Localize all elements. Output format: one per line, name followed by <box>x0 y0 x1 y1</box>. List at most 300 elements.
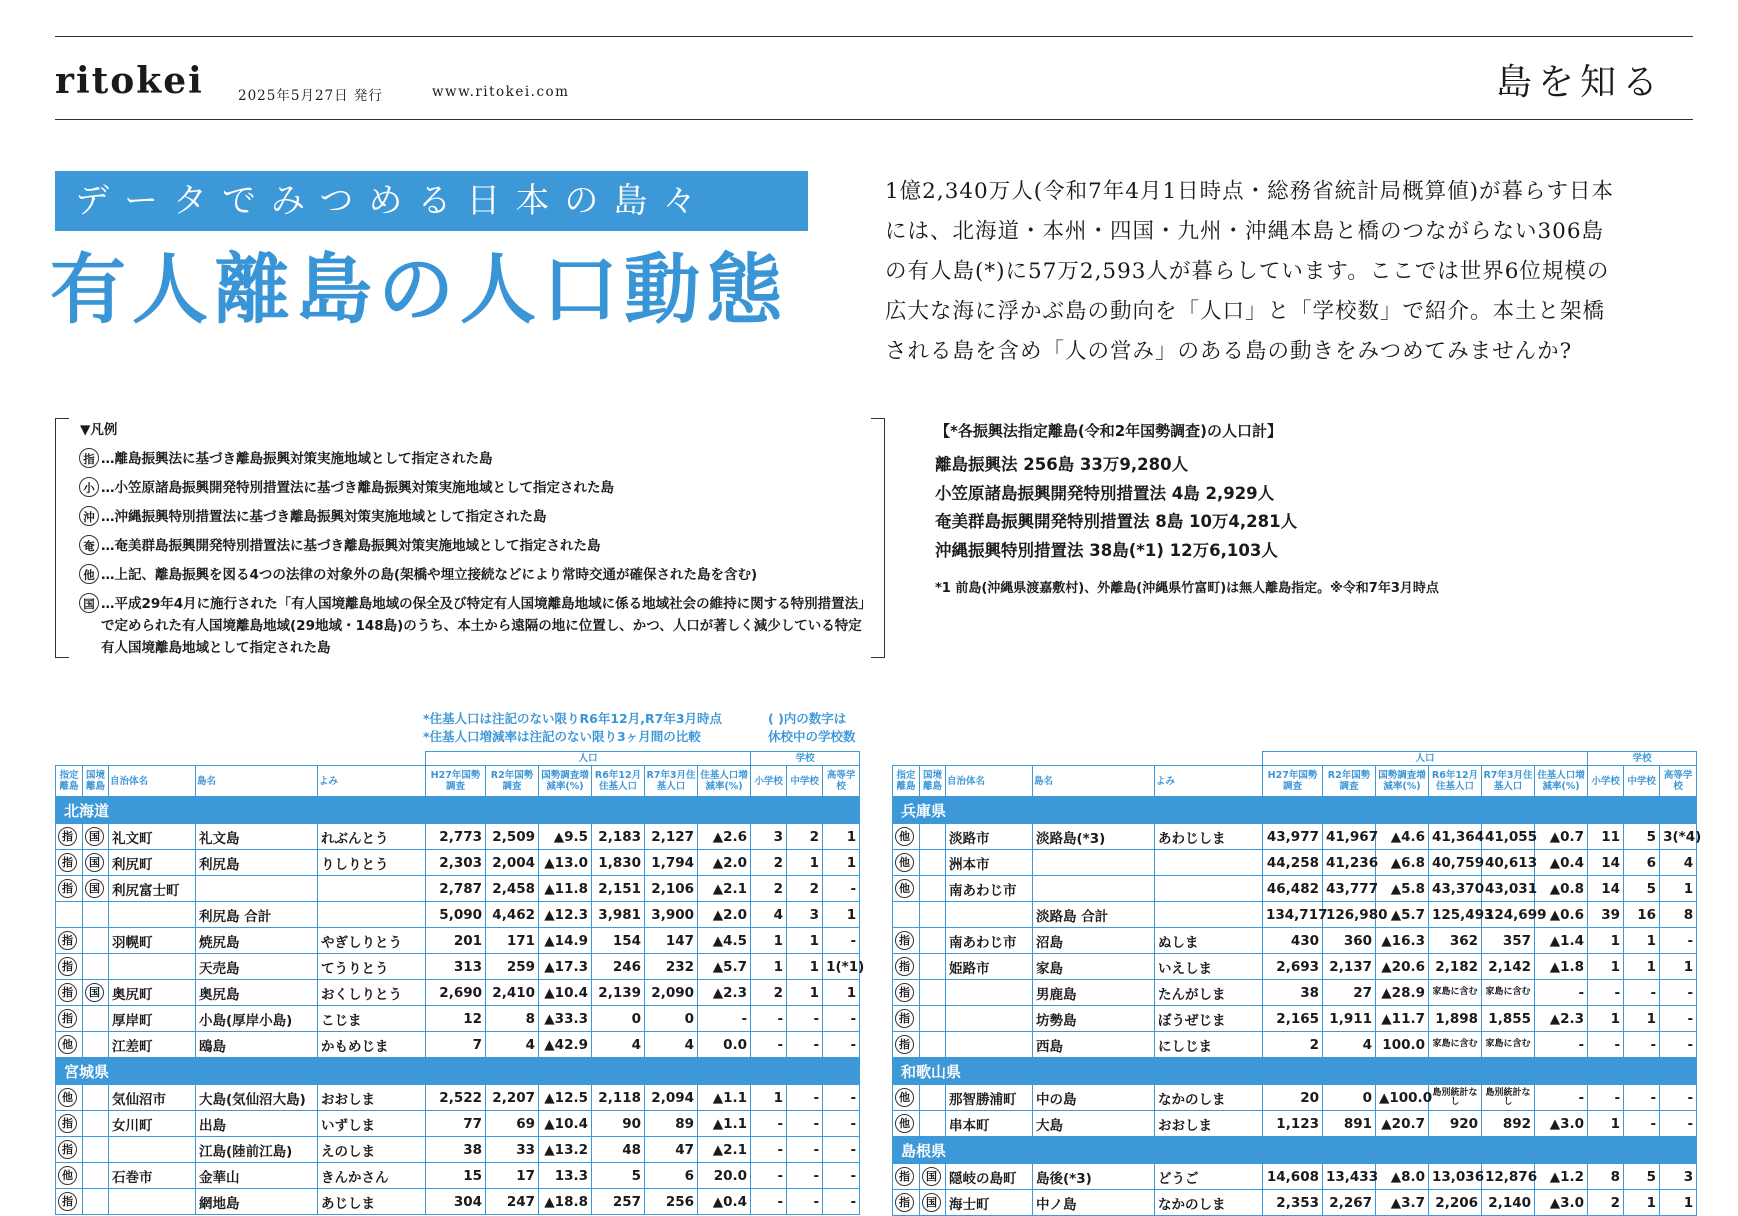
designation-cell <box>56 1111 83 1137</box>
designation-cell <box>83 824 109 850</box>
column-header: H27年国勢調査 <box>426 766 486 797</box>
value-cell: 1 <box>1588 1006 1624 1032</box>
designation-cell <box>56 850 83 876</box>
kicker-banner: データでみつめる日本の島々 <box>55 171 808 231</box>
municipality-cell <box>946 1006 1033 1032</box>
value-cell: - <box>751 1137 787 1163</box>
value-cell: 171 <box>486 928 539 954</box>
value-cell: 14 <box>1588 876 1624 902</box>
table-row <box>893 902 1697 928</box>
value-cell: ▲2.6 <box>698 824 751 850</box>
value-cell: 12 <box>426 1006 486 1032</box>
table-note: *住基人口は注記のない限りR6年12月,R7年3月時点 *住基人口増減率は注記のない限り3ヶ月間の比較 <box>423 711 723 744</box>
designation-cell <box>56 1085 83 1111</box>
value-cell: 360 <box>1323 928 1376 954</box>
island-cell: 鴎島 <box>196 1032 318 1058</box>
value-cell: 2,094 <box>645 1085 698 1111</box>
value-cell: 1,123 <box>1263 1111 1323 1137</box>
value-cell: - <box>1624 1111 1660 1137</box>
column-header: 中学校 <box>787 766 823 797</box>
legend-text: …離島振興法に基づき離島振興対策実施地域として指定された島 <box>101 451 493 467</box>
value-cell: 47 <box>645 1137 698 1163</box>
value-cell: 2,509 <box>486 824 539 850</box>
header-group-row <box>56 752 860 766</box>
value-cell: 2,139 <box>592 980 645 1006</box>
designation-mark-icon: 指 <box>58 1009 77 1028</box>
designation-mark-icon: 奄 <box>79 535 99 555</box>
value-cell: ▲13.2 <box>539 1137 592 1163</box>
value-cell: - <box>823 1163 860 1189</box>
designation-cell <box>83 980 109 1006</box>
value-cell: - <box>1624 1032 1660 1058</box>
table-row <box>56 1111 860 1137</box>
island-cell: 焼尻島 <box>196 928 318 954</box>
municipality-cell: 気仙沼市 <box>109 1085 196 1111</box>
designation-mark-icon: 他 <box>58 1035 77 1054</box>
closed-school-note: ( )内の数字は 休校中の学校数 <box>768 711 856 744</box>
value-cell: ▲0.4 <box>1535 850 1588 876</box>
value-cell: 2,353 <box>1263 1190 1323 1216</box>
totals-line: 奄美群島振興開発特別措置法 8島 10万4,281人 <box>935 512 1298 531</box>
value-cell: ▲17.3 <box>539 954 592 980</box>
value-cell: 5 <box>1624 824 1660 850</box>
value-cell: 1 <box>823 824 860 850</box>
designation-mark-icon: 他 <box>895 1088 914 1107</box>
designation-mark-icon: 指 <box>58 1192 77 1211</box>
reading-cell: ぬしま <box>1155 928 1263 954</box>
designation-mark-icon: 国 <box>85 853 104 872</box>
value-cell: 2,458 <box>486 876 539 902</box>
value-cell: 13,433 <box>1323 1164 1376 1190</box>
value-cell: 14,608 <box>1263 1164 1323 1190</box>
value-cell: 313 <box>426 954 486 980</box>
value-cell: 2 <box>1588 1190 1624 1216</box>
designation-cell <box>893 902 920 928</box>
value-cell: ▲100.0 <box>1376 1085 1429 1111</box>
reading-cell: おおしま <box>1155 1111 1263 1137</box>
value-cell: 13,036 <box>1429 1164 1482 1190</box>
value-cell: 2,183 <box>592 824 645 850</box>
island-cell: 淡路島 合計 <box>1033 902 1155 928</box>
value-cell: ▲2.1 <box>698 1137 751 1163</box>
header-rule <box>55 119 1693 120</box>
legend-item <box>79 593 869 659</box>
designation-mark-icon: 指 <box>58 879 77 898</box>
value-cell: 891 <box>1323 1111 1376 1137</box>
value-cell: 15 <box>426 1163 486 1189</box>
value-cell: 8 <box>486 1006 539 1032</box>
column-header: R2年国勢調査 <box>486 766 539 797</box>
reading-cell: どうご <box>1155 1164 1263 1190</box>
prefecture-section-row <box>56 797 860 824</box>
value-cell: ▲1.4 <box>1535 928 1588 954</box>
designation-mark-icon: 他 <box>79 564 99 584</box>
table-row <box>893 1006 1697 1032</box>
value-cell: 100.0 <box>1376 1032 1429 1058</box>
reading-cell: りしりとう <box>318 850 426 876</box>
municipality-cell: 隠岐の島町 <box>946 1164 1033 1190</box>
value-cell: 0 <box>592 1006 645 1032</box>
island-cell: 礼文島 <box>196 824 318 850</box>
value-cell: 134,717 <box>1263 902 1323 928</box>
value-cell: 89 <box>645 1111 698 1137</box>
value-cell: 2,137 <box>1323 954 1376 980</box>
value-cell: ▲28.9 <box>1376 980 1429 1006</box>
value-cell: - <box>1624 980 1660 1006</box>
municipality-cell: 那智勝浦町 <box>946 1085 1033 1111</box>
designation-cell <box>920 928 946 954</box>
designation-cell <box>56 928 83 954</box>
table-row <box>893 1032 1697 1058</box>
value-cell: 1,898 <box>1429 1006 1482 1032</box>
column-header: R6年12月住基人口 <box>592 766 645 797</box>
value-cell: 20.0 <box>698 1163 751 1189</box>
island-cell: 網地島 <box>196 1189 318 1215</box>
value-cell: - <box>1660 928 1697 954</box>
column-header: H27年国勢調査 <box>1263 766 1323 797</box>
island-cell: 天売島 <box>196 954 318 980</box>
reading-cell: おくしりとう <box>318 980 426 1006</box>
designation-cell <box>893 1164 920 1190</box>
value-cell: - <box>751 1163 787 1189</box>
value-cell: 357 <box>1482 928 1535 954</box>
designation-mark-icon: 指 <box>58 931 77 950</box>
value-cell: 2 <box>751 876 787 902</box>
value-cell: ▲14.9 <box>539 928 592 954</box>
legend-item <box>79 477 869 499</box>
municipality-cell: 串本町 <box>946 1111 1033 1137</box>
value-cell: 1 <box>1660 876 1697 902</box>
value-cell: 2,090 <box>645 980 698 1006</box>
table-row <box>56 850 860 876</box>
designation-mark-icon: 指 <box>58 957 77 976</box>
value-cell: 38 <box>426 1137 486 1163</box>
designation-cell <box>893 980 920 1006</box>
site-url[interactable]: www.ritokei.com <box>432 84 570 100</box>
value-cell: 1(*1) <box>823 954 860 980</box>
value-cell: 14 <box>1588 850 1624 876</box>
designation-cell <box>920 1111 946 1137</box>
island-cell <box>1033 850 1155 876</box>
municipality-cell: 南あわじ市 <box>946 928 1033 954</box>
municipality-cell <box>946 902 1033 928</box>
island-cell: 坊勢島 <box>1033 1006 1155 1032</box>
value-cell: 2,127 <box>645 824 698 850</box>
designation-mark-icon: 指 <box>895 1009 914 1028</box>
value-cell: 1 <box>787 954 823 980</box>
value-cell: 2,410 <box>486 980 539 1006</box>
island-cell: 大島(気仙沼大島) <box>196 1085 318 1111</box>
value-cell: 256 <box>645 1189 698 1215</box>
header-group-school: 学校 <box>751 752 860 766</box>
island-cell: 利尻島 <box>196 850 318 876</box>
designation-cell <box>893 1032 920 1058</box>
legend-bracket-right <box>871 418 885 658</box>
value-cell: 304 <box>426 1189 486 1215</box>
value-cell: - <box>1660 980 1697 1006</box>
value-cell: 1 <box>1624 1190 1660 1216</box>
designation-cell <box>83 1137 109 1163</box>
designation-cell <box>56 1006 83 1032</box>
island-cell <box>196 876 318 902</box>
value-cell: 5 <box>1624 876 1660 902</box>
value-cell: ▲20.7 <box>1376 1111 1429 1137</box>
legend-box <box>55 418 885 658</box>
designation-cell <box>83 876 109 902</box>
prefecture-section-row <box>56 1058 860 1085</box>
value-cell: ▲5.7 <box>1376 902 1429 928</box>
value-cell: 27 <box>1323 980 1376 1006</box>
value-cell: 4 <box>645 1032 698 1058</box>
prefecture-section-row <box>893 1058 1697 1085</box>
value-cell: 5,090 <box>426 902 486 928</box>
value-cell: 1 <box>1624 928 1660 954</box>
value-cell: 2,140 <box>1482 1190 1535 1216</box>
designation-mark-icon: 指 <box>79 448 99 468</box>
island-cell: 大島 <box>1033 1111 1155 1137</box>
column-header: 島名 <box>196 766 318 797</box>
value-cell: 201 <box>426 928 486 954</box>
designation-mark-icon: 指 <box>58 1140 77 1159</box>
value-cell: 12,876 <box>1482 1164 1535 1190</box>
reading-cell: いずしま <box>318 1111 426 1137</box>
value-cell: ▲0.8 <box>1535 876 1588 902</box>
designation-cell <box>893 954 920 980</box>
island-cell: 西島 <box>1033 1032 1155 1058</box>
designation-mark-icon: 国 <box>85 983 104 1002</box>
municipality-cell: 姫路市 <box>946 954 1033 980</box>
value-cell: ▲1.2 <box>1535 1164 1588 1190</box>
value-cell: 1 <box>751 928 787 954</box>
column-header: よみ <box>1155 766 1263 797</box>
value-cell: ▲3.0 <box>1535 1111 1588 1137</box>
population-totals <box>935 420 1655 596</box>
reading-cell: たんがしま <box>1155 980 1263 1006</box>
value-cell: 920 <box>1429 1111 1482 1137</box>
island-cell: 男鹿島 <box>1033 980 1155 1006</box>
reading-cell: なかのしま <box>1155 1190 1263 1216</box>
island-cell: 金華山 <box>196 1163 318 1189</box>
legend-bracket-left <box>55 418 69 658</box>
value-cell: - <box>823 1137 860 1163</box>
value-cell: 3 <box>751 824 787 850</box>
value-cell: - <box>787 1163 823 1189</box>
value-cell: ▲33.3 <box>539 1006 592 1032</box>
value-cell: - <box>1660 1085 1697 1111</box>
table-row <box>56 1085 860 1111</box>
municipality-cell: 淡路市 <box>946 824 1033 850</box>
legend-text: …沖縄振興特別措置法に基づき離島振興対策実施地域として指定された島 <box>101 509 547 525</box>
value-cell: 77 <box>426 1111 486 1137</box>
value-cell: - <box>787 1085 823 1111</box>
value-cell: 4 <box>1323 1032 1376 1058</box>
value-cell: ▲0.6 <box>1535 902 1588 928</box>
value-cell: - <box>1535 1085 1588 1111</box>
designation-cell <box>893 850 920 876</box>
designation-cell <box>83 1163 109 1189</box>
designation-mark-icon: 小 <box>79 477 99 497</box>
reading-cell: おおしま <box>318 1085 426 1111</box>
value-cell: ▲1.1 <box>698 1111 751 1137</box>
municipality-cell <box>109 1189 196 1215</box>
designation-mark-icon: 沖 <box>79 506 99 526</box>
value-cell: ▲6.8 <box>1376 850 1429 876</box>
designation-cell <box>920 824 946 850</box>
value-cell: ▲10.4 <box>539 1111 592 1137</box>
designation-mark-icon: 指 <box>895 1167 914 1186</box>
value-cell: 1,911 <box>1323 1006 1376 1032</box>
municipality-cell <box>109 1137 196 1163</box>
designation-cell <box>83 954 109 980</box>
designation-cell <box>920 850 946 876</box>
reading-cell: にしじま <box>1155 1032 1263 1058</box>
table-row <box>893 876 1697 902</box>
value-cell: 40,613 <box>1482 850 1535 876</box>
intro-paragraph: 1億2,340万人(令和7年4月1日時点・総務省統計局概算値)が暮らす日本には、北海道・本州・四国・九州・沖縄本島と橋のつながらない306島の有人島(*)に57万2,593人が暮らしています。ここでは世界6位規模の広大な海に浮かぶ島の動向を「人口」と「学校数」で紹介。本土と架橋される島を含め「人の営み」のある島の動きをみつめてみませんか? <box>885 179 1615 364</box>
designation-cell <box>83 1032 109 1058</box>
island-cell: 沼島 <box>1033 928 1155 954</box>
municipality-cell: 海士町 <box>946 1190 1033 1216</box>
value-cell: 124,699 <box>1482 902 1535 928</box>
value-cell: 0 <box>1323 1085 1376 1111</box>
value-cell: 41,055 <box>1482 824 1535 850</box>
column-header: 小学校 <box>751 766 787 797</box>
designation-cell <box>83 1006 109 1032</box>
value-cell: 1 <box>1588 1111 1624 1137</box>
value-cell: ▲2.1 <box>698 876 751 902</box>
table-row <box>56 980 860 1006</box>
prefecture-name: 兵庫県 <box>893 797 1697 824</box>
value-cell: 44,258 <box>1263 850 1323 876</box>
value-cell: 430 <box>1263 928 1323 954</box>
reading-cell: いえしま <box>1155 954 1263 980</box>
value-cell: 5 <box>1624 1164 1660 1190</box>
designation-cell <box>56 980 83 1006</box>
value-cell: - <box>1588 1032 1624 1058</box>
designation-cell <box>56 902 83 928</box>
designation-cell <box>83 902 109 928</box>
value-cell: 69 <box>486 1111 539 1137</box>
value-cell: 41,236 <box>1323 850 1376 876</box>
value-cell: - <box>1535 980 1588 1006</box>
designation-cell <box>893 824 920 850</box>
designation-mark-icon: 国 <box>922 1167 941 1186</box>
value-cell: 家島に含む <box>1482 1032 1535 1058</box>
value-cell: 11 <box>1588 824 1624 850</box>
municipality-cell: 洲本市 <box>946 850 1033 876</box>
designation-cell <box>920 1164 946 1190</box>
municipality-cell: 奥尻町 <box>109 980 196 1006</box>
designation-mark-icon: 指 <box>895 1035 914 1054</box>
value-cell: 家島に含む <box>1429 1032 1482 1058</box>
municipality-cell: 江差町 <box>109 1032 196 1058</box>
designation-cell <box>893 876 920 902</box>
designation-mark-icon: 他 <box>58 1088 77 1107</box>
municipality-cell: 南あわじ市 <box>946 876 1033 902</box>
designation-cell <box>56 824 83 850</box>
value-cell: 4 <box>1660 850 1697 876</box>
designation-cell <box>920 1085 946 1111</box>
value-cell: 1 <box>1588 954 1624 980</box>
value-cell: 1 <box>1624 1006 1660 1032</box>
value-cell: ▲4.5 <box>698 928 751 954</box>
value-cell: 38 <box>1263 980 1323 1006</box>
value-cell: 43,777 <box>1323 876 1376 902</box>
value-cell: 259 <box>486 954 539 980</box>
designation-mark-icon: 指 <box>895 983 914 1002</box>
designation-mark-icon: 指 <box>895 957 914 976</box>
value-cell: 1 <box>823 850 860 876</box>
value-cell: 1 <box>1588 928 1624 954</box>
value-cell: - <box>823 876 860 902</box>
value-cell: 20 <box>1263 1085 1323 1111</box>
designation-cell <box>56 954 83 980</box>
column-header: 自治体名 <box>109 766 196 797</box>
value-cell: - <box>751 1189 787 1215</box>
designation-cell <box>920 876 946 902</box>
municipality-cell: 利尻町 <box>109 850 196 876</box>
value-cell: 3 <box>1660 1164 1697 1190</box>
value-cell: 島別統計なし <box>1429 1085 1482 1111</box>
value-cell: ▲10.4 <box>539 980 592 1006</box>
ritokei-logo[interactable]: ritokei <box>55 60 204 102</box>
island-cell: 家島 <box>1033 954 1155 980</box>
value-cell: ▲12.3 <box>539 902 592 928</box>
value-cell: 1 <box>751 954 787 980</box>
table-row <box>56 1032 860 1058</box>
value-cell: ▲11.7 <box>1376 1006 1429 1032</box>
reading-cell <box>1155 876 1263 902</box>
totals-line: 小笠原諸島振興開発特別措置法 4島 2,929人 <box>935 483 1275 503</box>
value-cell: ▲20.6 <box>1376 954 1429 980</box>
municipality-cell: 女川町 <box>109 1111 196 1137</box>
value-cell: 8 <box>1588 1164 1624 1190</box>
value-cell: 6 <box>645 1163 698 1189</box>
value-cell: 43,031 <box>1482 876 1535 902</box>
header-column-row <box>56 766 860 797</box>
value-cell: 3 <box>787 902 823 928</box>
value-cell: 2,106 <box>645 876 698 902</box>
value-cell: 40,759 <box>1429 850 1482 876</box>
value-cell: 1,855 <box>1482 1006 1535 1032</box>
value-cell: 41,364 <box>1429 824 1482 850</box>
value-cell: 1,830 <box>592 850 645 876</box>
header-blank <box>893 752 1263 766</box>
value-cell: 7 <box>426 1032 486 1058</box>
value-cell: 1 <box>1660 954 1697 980</box>
value-cell: 246 <box>592 954 645 980</box>
prefecture-name: 北海道 <box>56 797 860 824</box>
table-row <box>893 850 1697 876</box>
top-rule <box>55 36 1693 37</box>
island-cell: 淡路島(*3) <box>1033 824 1155 850</box>
designation-cell <box>83 1085 109 1111</box>
table-row <box>56 928 860 954</box>
value-cell: 2,004 <box>486 850 539 876</box>
value-cell: ▲16.3 <box>1376 928 1429 954</box>
value-cell: ▲11.8 <box>539 876 592 902</box>
value-cell: - <box>751 1006 787 1032</box>
value-cell: ▲4.6 <box>1376 824 1429 850</box>
reading-cell: なかのしま <box>1155 1085 1263 1111</box>
legend-title: ▼凡例 <box>80 422 118 438</box>
table-row <box>893 1085 1697 1111</box>
value-cell: 2 <box>1263 1032 1323 1058</box>
value-cell: 島別統計なし <box>1482 1085 1535 1111</box>
value-cell: - <box>823 1006 860 1032</box>
column-header: 住基人口増減率(%) <box>698 766 751 797</box>
header-blank <box>56 752 426 766</box>
